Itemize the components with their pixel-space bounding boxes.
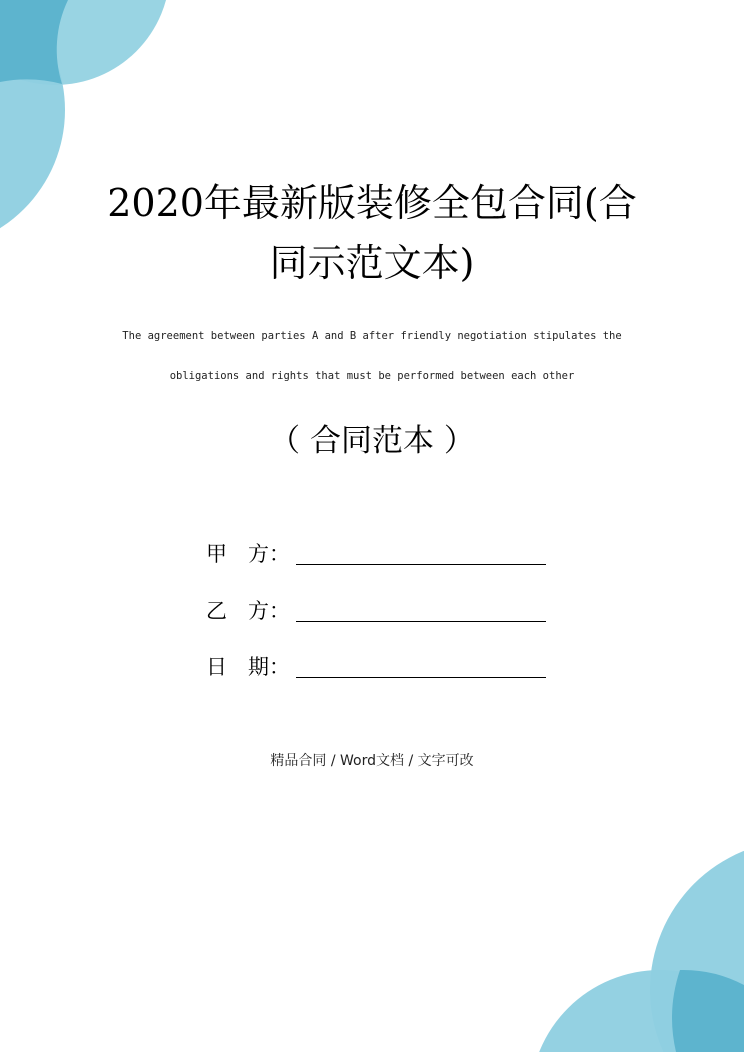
date-label: 日 期： bbox=[206, 655, 290, 679]
document-title-line1: 2020年最新版装修全包合同(合 bbox=[107, 181, 637, 225]
top-left-large-circle bbox=[0, 0, 170, 85]
party-b-label: 乙 方： bbox=[206, 599, 290, 623]
footer-tagline: 精品合同 / Word文档 / 文字可改 bbox=[270, 753, 474, 769]
document-title-line2: 同示范文本) bbox=[269, 241, 475, 285]
party-a-field bbox=[206, 535, 546, 565]
party-a-label: 甲 方： bbox=[206, 542, 290, 566]
party-a-blank-line bbox=[296, 542, 546, 565]
party-b-field bbox=[206, 592, 546, 622]
party-b-blank-line bbox=[296, 599, 546, 622]
bottom-right-large-circle bbox=[650, 840, 744, 1052]
english-subtitle-line2: obligations and rights that must be performed between each other bbox=[169, 370, 575, 382]
bottom-right-lower-circle bbox=[530, 970, 744, 1052]
top-left-overlap bbox=[0, 0, 68, 84]
contract-type-label: （ 合同范本 ） bbox=[269, 423, 475, 459]
bottom-right-overlap bbox=[672, 970, 744, 1052]
english-subtitle-line1: The agreement between parties A and B after friendly negotiation stipulates the bbox=[122, 330, 622, 342]
date-blank-line bbox=[296, 655, 546, 678]
date-field bbox=[206, 648, 546, 678]
